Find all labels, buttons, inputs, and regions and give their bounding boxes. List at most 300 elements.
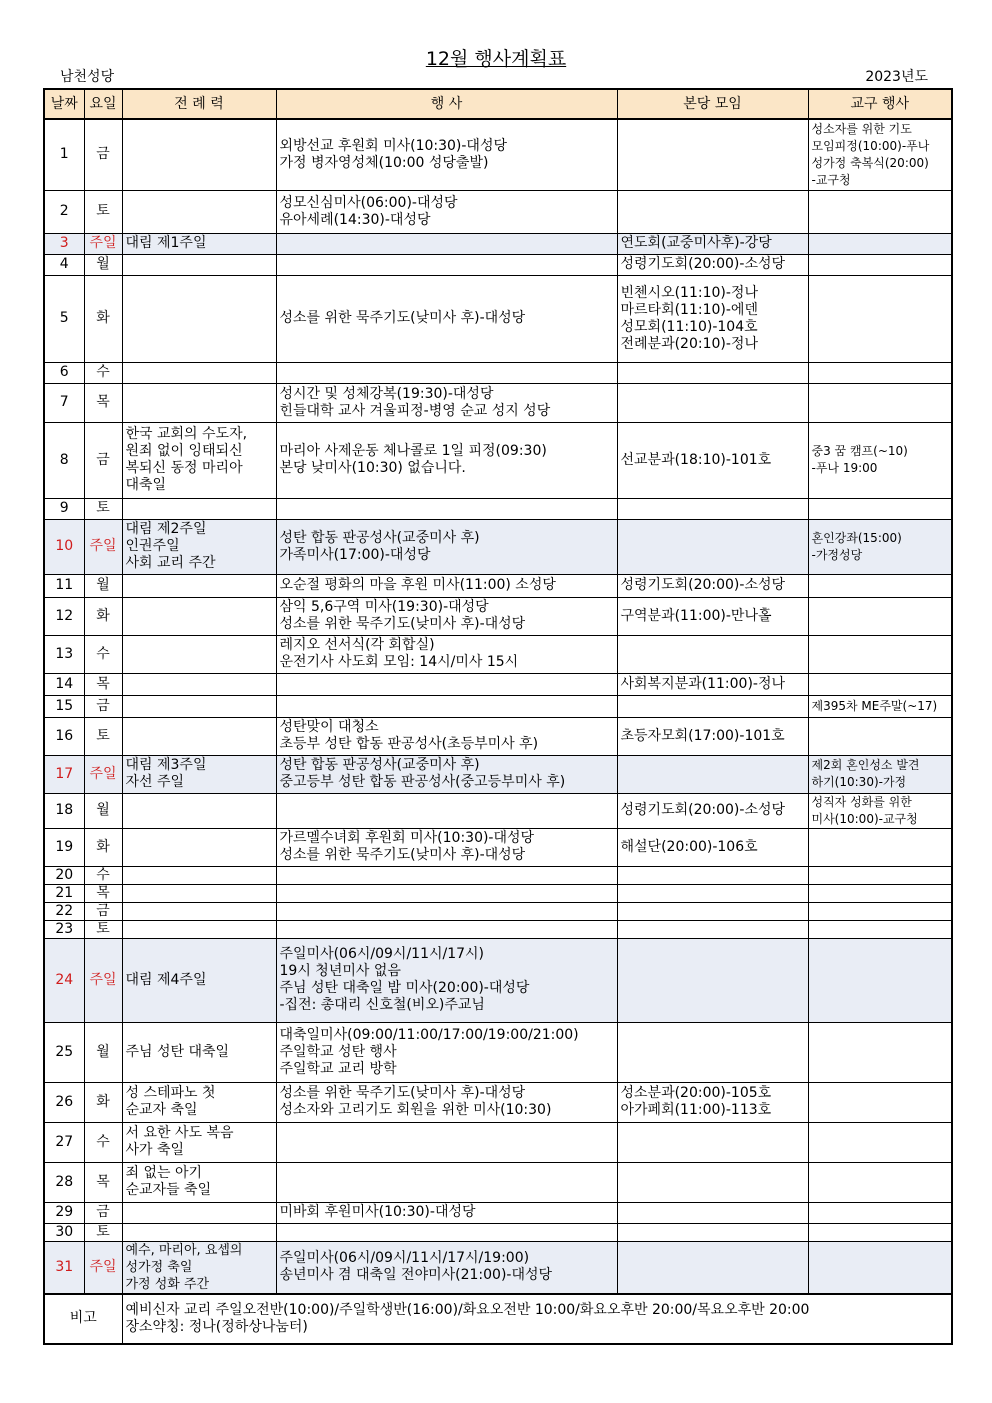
parish-name: 남천성당 <box>60 69 115 85</box>
liturgy-cell <box>122 828 276 866</box>
liturgy-cell <box>122 902 276 920</box>
table-row <box>44 519 952 574</box>
liturgy-cell <box>122 275 276 362</box>
meetings-cell <box>617 902 808 920</box>
events-cell-line: 주일미사(06시/09시/11시/17시/19:00) <box>279 1250 530 1266</box>
diocese-cell-line: 성직자 성화를 위한 <box>811 794 912 809</box>
events-cell-line: 성소를 위한 묵주기도(낮미사 후)-대성당 <box>279 847 526 863</box>
dow-cell: 수 <box>84 1122 122 1162</box>
dow-cell: 화 <box>84 828 122 866</box>
date-cell: 25 <box>44 1022 84 1082</box>
schedule-table <box>43 88 953 1345</box>
meetings-cell <box>617 673 808 695</box>
liturgy-cell-line: 성 스테파노 첫 <box>125 1085 216 1101</box>
table-row <box>44 498 952 519</box>
events-cell <box>276 1022 617 1082</box>
header-liturgy: 전 례 력 <box>122 89 276 119</box>
diocese-cell-line: -교구청 <box>811 172 851 187</box>
events-cell <box>276 673 617 695</box>
events-cell-line: 성소자와 고리기도 회원을 위한 미사(10:30) <box>279 1102 552 1118</box>
table-row <box>44 574 952 597</box>
page-title: 12월 행사계획표 <box>425 48 567 70</box>
diocese-cell <box>808 362 952 383</box>
meetings-cell <box>617 190 808 233</box>
date-cell: 9 <box>44 498 84 519</box>
dow-cell: 목 <box>84 1162 122 1202</box>
dow-cell: 토 <box>84 190 122 233</box>
diocese-cell-line: 제395차 ME주말(~17) <box>811 698 938 713</box>
date-cell: 17 <box>44 755 84 793</box>
meetings-cell-line: 구역분과(11:00)-만나홀 <box>620 607 772 624</box>
table-row <box>44 717 952 755</box>
meetings-cell <box>617 233 808 254</box>
diocese-cell <box>808 793 952 828</box>
table-row <box>44 254 952 275</box>
events-cell <box>276 574 617 597</box>
liturgy-cell <box>122 119 276 190</box>
liturgy-cell <box>122 233 276 254</box>
dow-cell: 금 <box>84 902 122 920</box>
liturgy-cell-line: 복되신 동정 마리아 <box>125 460 243 476</box>
events-cell-line: 본당 낮미사(10:30) 없습니다. <box>279 460 466 476</box>
date-cell: 15 <box>44 695 84 717</box>
table-row <box>44 920 952 938</box>
header-diocese-events: 교구 행사 <box>808 89 952 119</box>
table-row <box>44 695 952 717</box>
events-cell-line: 주일미사(06시/09시/11시/17시) <box>279 946 485 962</box>
date-cell: 2 <box>44 190 84 233</box>
events-cell-line: 가르멜수녀회 후원회 미사(10:30)-대성당 <box>279 830 535 846</box>
meetings-cell-line: 성령기도회(20:00)-소성당 <box>620 577 786 593</box>
meetings-cell <box>617 574 808 597</box>
diocese-cell-line: 제2회 혼인성소 발견 <box>811 758 920 772</box>
diocese-cell <box>808 190 952 233</box>
meetings-cell-line: 선교분과(18:10)-101호 <box>620 451 772 468</box>
diocese-cell <box>808 695 952 717</box>
events-cell <box>276 828 617 866</box>
meetings-cell-line: 성령기도회(20:00)-소성당 <box>620 256 786 272</box>
meetings-cell <box>617 422 808 498</box>
table-row <box>44 233 952 254</box>
diocese-cell-line: -푸나 19:00 <box>811 461 878 475</box>
diocese-cell <box>808 519 952 574</box>
liturgy-cell-line: 인권주일 <box>125 538 180 554</box>
diocese-cell-line: 중3 꿈 캠프(~10) <box>811 444 908 458</box>
liturgy-cell <box>122 673 276 695</box>
liturgy-cell-line: 대림 제1주일 <box>125 235 207 251</box>
diocese-cell <box>808 574 952 597</box>
remarks-row <box>44 1294 952 1344</box>
events-cell <box>276 938 617 1022</box>
events-cell <box>276 383 617 422</box>
liturgy-cell <box>122 793 276 828</box>
date-cell: 11 <box>44 574 84 597</box>
events-cell-line: 성탄 합동 판공성사(교중미사 후) <box>279 529 480 546</box>
liturgy-cell <box>122 574 276 597</box>
meetings-cell-line: 연도회(교중미사후)-강당 <box>620 235 772 251</box>
liturgy-cell-line: 성가정 축일 <box>125 1259 193 1275</box>
dow-cell: 주일 <box>84 938 122 1022</box>
diocese-cell-line: 모임피정(10:00)-푸나 <box>811 138 930 153</box>
events-cell-line: 주님 성탄 대축일 밤 미사(20:00)-대성당 <box>279 980 530 996</box>
dow-cell: 금 <box>84 422 122 498</box>
diocese-cell <box>808 717 952 755</box>
date-cell: 3 <box>44 233 84 254</box>
dow-cell: 수 <box>84 362 122 383</box>
meetings-cell-line: 초등자모회(17:00)-101호 <box>620 727 785 744</box>
liturgy-cell-line: 자선 주일 <box>125 774 185 790</box>
dow-cell: 화 <box>84 597 122 635</box>
table-row <box>44 275 952 362</box>
date-cell: 5 <box>44 275 84 362</box>
liturgy-cell-line: 한국 교회의 수도자, <box>125 426 248 442</box>
liturgy-cell <box>122 362 276 383</box>
date-cell: 8 <box>44 422 84 498</box>
events-cell <box>276 1122 617 1162</box>
events-cell-line: 마리아 사제운동 체나콜로 1일 피정(09:30) <box>279 443 547 459</box>
meetings-cell-line: 성모회(11:10)-104호 <box>620 318 758 335</box>
events-cell-line: 19시 청년미사 없음 <box>279 963 401 979</box>
meetings-cell-line: 성령기도회(20:00)-소성당 <box>620 802 786 818</box>
table-row <box>44 1223 952 1241</box>
table-row <box>44 362 952 383</box>
date-cell: 29 <box>44 1202 84 1223</box>
liturgy-cell-line: 대림 제2주일 <box>125 521 207 537</box>
events-cell-line: 미바회 후원미사(10:30)-대성당 <box>279 1204 476 1220</box>
dow-cell: 목 <box>84 383 122 422</box>
table-row <box>44 119 952 190</box>
events-cell-line: 송년미사 겸 대축일 전야미사(21:00)-대성당 <box>279 1267 553 1283</box>
meetings-cell <box>617 938 808 1022</box>
table-row <box>44 938 952 1022</box>
events-cell <box>276 1223 617 1241</box>
meetings-cell <box>617 695 808 717</box>
liturgy-cell <box>122 1202 276 1223</box>
dow-cell: 금 <box>84 119 122 190</box>
events-cell-line: 초등부 성탄 합동 판공성사(초등부미사 후) <box>279 736 539 752</box>
events-cell-line: 대축일미사(09:00/11:00/17:00/19:00/21:00) <box>279 1026 579 1043</box>
liturgy-cell-line: 대림 제3주일 <box>125 757 207 773</box>
events-cell <box>276 119 617 190</box>
meetings-cell <box>617 866 808 884</box>
events-cell-line: 중고등부 성탄 합동 판공성사(중고등부미사 후) <box>279 774 566 790</box>
meetings-cell <box>617 920 808 938</box>
events-cell <box>276 717 617 755</box>
events-cell <box>276 1241 617 1294</box>
meetings-cell <box>617 1162 808 1202</box>
diocese-cell <box>808 755 952 793</box>
dow-cell: 주일 <box>84 755 122 793</box>
events-cell-line: 운전기사 사도회 모임: 14시/미사 15시 <box>279 654 519 670</box>
dow-cell: 월 <box>84 574 122 597</box>
meetings-cell <box>617 254 808 275</box>
liturgy-cell <box>122 717 276 755</box>
liturgy-cell <box>122 755 276 793</box>
dow-cell: 수 <box>84 866 122 884</box>
liturgy-cell-line: 죄 없는 아기 <box>125 1165 203 1181</box>
remarks-line: 장소약칭: 정나(정하상나눔터) <box>125 1318 308 1335</box>
table-row <box>44 793 952 828</box>
liturgy-cell-line: 사회 교리 주간 <box>125 555 216 571</box>
liturgy-cell <box>122 1223 276 1241</box>
date-cell: 18 <box>44 793 84 828</box>
liturgy-cell <box>122 938 276 1022</box>
date-cell: 6 <box>44 362 84 383</box>
dow-cell: 월 <box>84 1022 122 1082</box>
meetings-cell-line: 빈첸시오(11:10)-정나 <box>620 284 758 301</box>
liturgy-cell-line: 순교자들 축일 <box>125 1182 212 1198</box>
table-row <box>44 422 952 498</box>
meetings-cell <box>617 275 808 362</box>
date-cell: 24 <box>44 938 84 1022</box>
liturgy-cell <box>122 635 276 673</box>
table-row <box>44 1082 952 1122</box>
meetings-cell <box>617 498 808 519</box>
liturgy-cell-line: 대림 제4주일 <box>125 971 207 988</box>
events-cell <box>276 920 617 938</box>
liturgy-cell-line: 주님 성탄 대축일 <box>125 1043 230 1060</box>
diocese-cell-line: 성소자를 위한 기도 <box>811 121 912 136</box>
dow-cell: 목 <box>84 673 122 695</box>
events-cell-line: 가정 병자영성체(10:00 성당출발) <box>279 154 489 171</box>
diocese-cell <box>808 1122 952 1162</box>
events-cell <box>276 793 617 828</box>
date-cell: 10 <box>44 519 84 574</box>
diocese-cell <box>808 902 952 920</box>
events-cell <box>276 254 617 275</box>
events-cell-line: 가족미사(17:00)-대성당 <box>279 546 431 563</box>
diocese-cell <box>808 1223 952 1241</box>
events-cell-line: -집전: 총대리 신호철(비오)주교님 <box>279 997 485 1013</box>
diocese-cell <box>808 383 952 422</box>
diocese-cell <box>808 233 952 254</box>
dow-cell: 월 <box>84 254 122 275</box>
liturgy-cell <box>122 1082 276 1122</box>
remarks-line: 예비신자 교리 주일오전반(10:00)/주일학생반(16:00)/화요오전반 10:00/화요오후반 20:00/목요오후반 20:00 <box>125 1301 810 1318</box>
meetings-cell <box>617 793 808 828</box>
diocese-cell-line: 성가정 축복식(20:00) <box>811 155 929 170</box>
table-row <box>44 828 952 866</box>
events-cell <box>276 902 617 920</box>
liturgy-cell <box>122 1162 276 1202</box>
meetings-cell <box>617 383 808 422</box>
date-cell: 20 <box>44 866 84 884</box>
dow-cell: 토 <box>84 920 122 938</box>
meetings-cell-line: 아가페회(11:00)-113호 <box>620 1102 772 1118</box>
remarks-label: 비고 <box>44 1294 122 1344</box>
diocese-cell <box>808 1082 952 1122</box>
date-cell: 31 <box>44 1241 84 1294</box>
date-cell: 23 <box>44 920 84 938</box>
dow-cell: 금 <box>84 695 122 717</box>
table-row <box>44 1241 952 1294</box>
table-row <box>44 597 952 635</box>
date-cell: 16 <box>44 717 84 755</box>
diocese-cell <box>808 866 952 884</box>
liturgy-cell-line: 가정 성화 주간 <box>125 1276 210 1292</box>
events-cell <box>276 1202 617 1223</box>
date-cell: 12 <box>44 597 84 635</box>
events-cell <box>276 755 617 793</box>
dow-cell: 화 <box>84 1082 122 1122</box>
liturgy-cell-line: 예수, 마리아, 요셉의 <box>125 1242 243 1258</box>
events-cell-line: 레지오 선서식(각 회합실) <box>279 637 435 653</box>
dow-cell: 토 <box>84 1223 122 1241</box>
events-cell-line: 성소를 위한 묵주기도(낮미사 후)-대성당 <box>279 616 526 632</box>
meetings-cell <box>617 635 808 673</box>
diocese-cell <box>808 119 952 190</box>
date-cell: 14 <box>44 673 84 695</box>
liturgy-cell <box>122 1022 276 1082</box>
events-cell <box>276 498 617 519</box>
events-cell-line: 성탄맞이 대청소 <box>279 719 379 735</box>
dow-cell: 토 <box>84 498 122 519</box>
diocese-cell <box>808 1162 952 1202</box>
meetings-cell-line: 마르타회(11:10)-에덴 <box>620 301 758 318</box>
remarks-content <box>122 1294 952 1344</box>
events-cell <box>276 1162 617 1202</box>
diocese-cell <box>808 254 952 275</box>
table-row <box>44 190 952 233</box>
events-cell <box>276 275 617 362</box>
events-cell-line: 성소를 위한 묵주기도(낮미사 후)-대성당 <box>279 310 526 326</box>
meetings-cell <box>617 828 808 866</box>
dow-cell: 금 <box>84 1202 122 1223</box>
meetings-cell <box>617 119 808 190</box>
liturgy-cell <box>122 695 276 717</box>
dow-cell: 토 <box>84 717 122 755</box>
meetings-cell <box>617 597 808 635</box>
liturgy-cell <box>122 254 276 275</box>
events-cell <box>276 362 617 383</box>
year-label: 2023년도 <box>865 69 928 85</box>
liturgy-cell <box>122 597 276 635</box>
table-row <box>44 635 952 673</box>
events-cell <box>276 233 617 254</box>
events-cell <box>276 190 617 233</box>
meetings-cell-line: 해설단(20:00)-106호 <box>620 838 758 855</box>
table-row <box>44 755 952 793</box>
date-cell: 27 <box>44 1122 84 1162</box>
liturgy-cell <box>122 1241 276 1294</box>
events-cell-line: 성탄 합동 판공성사(교중미사 후) <box>279 757 480 773</box>
dow-cell: 주일 <box>84 1241 122 1294</box>
events-cell-line: 오순절 평화의 마을 후원 미사(11:00) 소성당 <box>279 577 556 593</box>
liturgy-cell <box>122 190 276 233</box>
meetings-cell-line: 전례분과(20:10)-정나 <box>620 335 758 352</box>
events-cell <box>276 519 617 574</box>
liturgy-cell-line: 대축일 <box>125 477 167 493</box>
meetings-cell <box>617 1082 808 1122</box>
table-row <box>44 1162 952 1202</box>
events-cell-line: 성모신심미사(06:00)-대성당 <box>279 194 458 211</box>
table-row <box>44 902 952 920</box>
events-cell-line: 외방선교 후원회 미사(10:30)-대성당 <box>279 137 508 154</box>
events-cell-line: 성시간 및 성체강복(19:30)-대성당 <box>279 385 494 402</box>
events-cell <box>276 866 617 884</box>
events-cell-line: 주일학교 교리 방학 <box>279 1060 397 1077</box>
table-row <box>44 673 952 695</box>
diocese-cell <box>808 828 952 866</box>
header-row <box>44 89 952 119</box>
events-cell-line: 주일학교 성탄 행사 <box>279 1043 397 1060</box>
events-cell <box>276 597 617 635</box>
liturgy-cell-line: 사가 축일 <box>125 1142 185 1158</box>
liturgy-cell-line: 순교자 축일 <box>125 1102 198 1118</box>
diocese-cell <box>808 884 952 902</box>
date-cell: 19 <box>44 828 84 866</box>
events-cell <box>276 1082 617 1122</box>
liturgy-cell <box>122 884 276 902</box>
table-row <box>44 884 952 902</box>
liturgy-cell-line: 원죄 없이 잉태되신 <box>125 443 243 459</box>
dow-cell: 목 <box>84 884 122 902</box>
diocese-cell <box>808 938 952 1022</box>
diocese-cell-line: 하기(10:30)-가정 <box>811 775 907 789</box>
table-row <box>44 866 952 884</box>
meetings-cell-line: 성소분과(20:00)-105호 <box>620 1085 772 1101</box>
events-cell <box>276 422 617 498</box>
table-row <box>44 383 952 422</box>
diocese-cell <box>808 673 952 695</box>
dow-cell: 주일 <box>84 519 122 574</box>
dow-cell: 주일 <box>84 233 122 254</box>
meetings-cell <box>617 1122 808 1162</box>
table-row <box>44 1122 952 1162</box>
date-cell: 22 <box>44 902 84 920</box>
date-cell: 21 <box>44 884 84 902</box>
meetings-cell <box>617 1223 808 1241</box>
header-date: 날짜 <box>44 89 84 119</box>
meetings-cell <box>617 362 808 383</box>
events-cell-line: 성소를 위한 묵주기도(낮미사 후)-대성당 <box>279 1085 526 1101</box>
diocese-cell <box>808 1241 952 1294</box>
events-cell-line: 유아세례(14:30)-대성당 <box>279 211 431 228</box>
events-cell <box>276 635 617 673</box>
header-events: 행 사 <box>276 89 617 119</box>
diocese-cell-line: -가정성당 <box>811 547 863 562</box>
dow-cell: 월 <box>84 793 122 828</box>
meetings-cell <box>617 1202 808 1223</box>
date-cell: 28 <box>44 1162 84 1202</box>
dow-cell: 화 <box>84 275 122 362</box>
events-cell-line: 힌들대학 교사 겨울피정-병영 순교 성지 성당 <box>279 402 551 419</box>
liturgy-cell <box>122 422 276 498</box>
liturgy-cell <box>122 383 276 422</box>
liturgy-cell <box>122 498 276 519</box>
diocese-cell <box>808 1202 952 1223</box>
events-cell <box>276 884 617 902</box>
liturgy-cell-line: 서 요한 사도 복음 <box>125 1125 234 1141</box>
liturgy-cell <box>122 866 276 884</box>
diocese-cell <box>808 635 952 673</box>
events-cell-line: 삼익 5,6구역 미사(19:30)-대성당 <box>279 599 489 615</box>
meetings-cell-line: 사회복지분과(11:00)-정나 <box>620 675 786 692</box>
date-cell: 7 <box>44 383 84 422</box>
diocese-cell <box>808 1022 952 1082</box>
meetings-cell <box>617 1241 808 1294</box>
diocese-cell-line: 미사(10:00)-교구청 <box>811 811 918 826</box>
meetings-cell <box>617 519 808 574</box>
diocese-cell <box>808 275 952 362</box>
liturgy-cell <box>122 519 276 574</box>
liturgy-cell <box>122 920 276 938</box>
table-row <box>44 1202 952 1223</box>
date-cell: 13 <box>44 635 84 673</box>
meetings-cell <box>617 884 808 902</box>
diocese-cell <box>808 498 952 519</box>
table-row <box>44 1022 952 1082</box>
